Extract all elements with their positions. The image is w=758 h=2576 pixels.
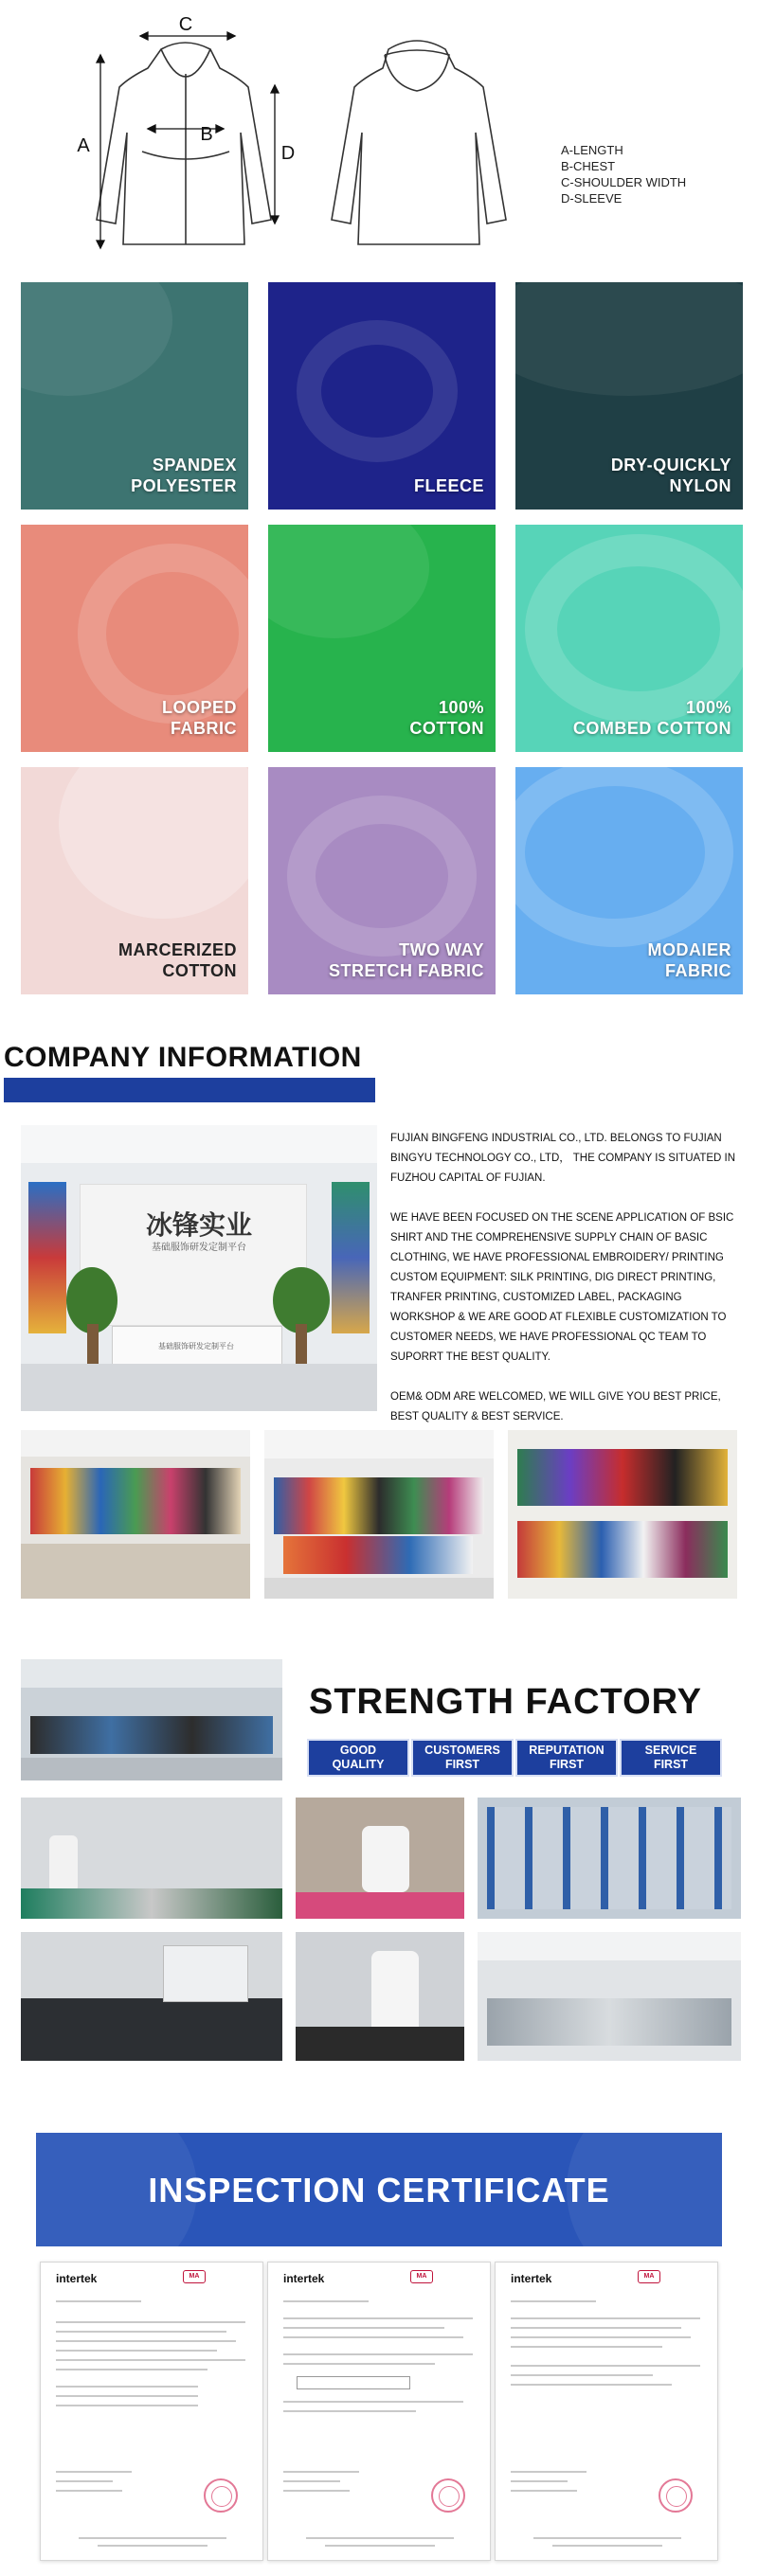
fabric-grid: [21, 282, 743, 994]
intertek-logo: intertek: [56, 2272, 98, 2285]
approval-seal-icon: [204, 2478, 238, 2513]
fabric-combed-cotton[interactable]: [515, 525, 743, 752]
certificate-document[interactable]: [267, 2262, 491, 2561]
fabric-looped-fabric[interactable]: [21, 525, 248, 752]
front-hoodie-outline: [97, 43, 271, 244]
factory-photo: [296, 1932, 464, 2061]
store-photo: [21, 1430, 250, 1599]
fabric-label: SPANDEX POLYESTER: [131, 456, 237, 495]
store-photo: [508, 1430, 737, 1599]
approval-seal-icon: [659, 2478, 693, 2513]
fabric-label: MARCERIZED COTTON: [118, 940, 237, 980]
fabric-label: TWO WAY STRETCH FABRIC: [329, 940, 484, 980]
inspection-title: INSPECTION CERTIFICATE: [148, 2171, 610, 2209]
factory-photo: [21, 1932, 282, 2061]
legend-shoulder-width: C-SHOULDER WIDTH: [561, 175, 687, 189]
fabric-cotton[interactable]: [268, 525, 496, 752]
showroom-sign-sub: 基础服饰研发定制平台: [152, 1243, 246, 1253]
fabric-label: DRY-QUICKLY NYLON: [610, 456, 731, 495]
certificate-document[interactable]: [495, 2262, 718, 2561]
reception-sign: 基础服饰研发定制平台: [158, 1342, 234, 1351]
cma-stamp-icon: MA: [410, 2270, 433, 2283]
fabric-label: MODAIER FABRIC: [647, 940, 731, 980]
feature-reputation-first: REPUTATION FIRST: [515, 1739, 618, 1777]
fabric-fleece[interactable]: [268, 282, 496, 510]
feature-customers-first: CUSTOMERS FIRST: [411, 1739, 514, 1777]
fabric-label: LOOPED FABRIC: [161, 698, 237, 738]
legend-chest: B-CHEST: [561, 159, 616, 173]
fabric-marcerized-cotton[interactable]: [21, 767, 248, 994]
fabric-dry-quickly-nylon[interactable]: [515, 282, 743, 510]
company-paragraph: OEM& ODM ARE WELCOMED, WE WILL GIVE YOU BEST PRICE, BEST QUALITY & BEST SERVICE.: [390, 1391, 721, 1422]
marker-d: D: [280, 143, 296, 164]
fabric-spandex-polyester[interactable]: [21, 282, 248, 510]
legend-sleeve: D-SLEEVE: [561, 191, 623, 206]
fabric-label: 100% COMBED COTTON: [572, 698, 731, 738]
cma-stamp-icon: MA: [638, 2270, 660, 2283]
fabric-label: 100% COTTON: [409, 698, 484, 738]
feature-good-quality: GOOD QUALITY: [307, 1739, 409, 1777]
factory-photo: [478, 1798, 741, 1919]
fabric-modaier[interactable]: [515, 767, 743, 994]
marker-c: C: [178, 14, 193, 35]
certificate-document[interactable]: [40, 2262, 263, 2561]
hoodie-diagram: [0, 0, 758, 265]
company-title: COMPANY INFORMATION: [4, 1042, 362, 1073]
feature-service-first: SERVICE FIRST: [620, 1739, 722, 1777]
size-chart: [0, 0, 758, 265]
legend-length: A-LENGTH: [561, 143, 623, 157]
factory-photo: [296, 1798, 464, 1919]
intertek-logo: intertek: [511, 2272, 552, 2285]
approval-seal-icon: [431, 2478, 465, 2513]
factory-photo: [21, 1798, 282, 1919]
marker-b: B: [200, 124, 213, 145]
cma-stamp-icon: MA: [183, 2270, 206, 2283]
back-hoodie-outline: [332, 41, 506, 244]
company-paragraph: WE HAVE BEEN FOCUSED ON THE SCENE APPLICATION OF BSIC SHIRT AND THE COMPREHENSIVE SUPPLY CHAIN OF BASIC CLOTHING, WE HAVE PROFESSIONAL EMBROIDERY/ PRINTING CUSTOM EQUIPMENT: SILK PRINTING, DIG DIRECT PRINTING, TRANFER PRINTING, CUSTOMIZED LABEL, PACKAGING WORKSHOP & WE ARE GOOD AT FLEXIBLE CUSTOMIZATION TO CUSTOMER NEEDS, WE HAVE PROFESSIONAL QC TEAM TO SUPORRT THE BEST QUALITY.: [390, 1212, 734, 1363]
showroom-photo: [21, 1125, 377, 1411]
company-description: [390, 1129, 743, 1447]
company-title-bar: [4, 1078, 375, 1102]
marker-a: A: [77, 135, 90, 156]
fabric-label: FLEECE: [413, 476, 484, 495]
intertek-logo: intertek: [283, 2272, 325, 2285]
inspection-banner: [36, 2133, 722, 2246]
factory-title: STRENGTH FACTORY: [309, 1682, 703, 1722]
showroom-sign: 冰锋实业: [145, 1209, 252, 1241]
factory-photo: [21, 1659, 282, 1780]
factory-photo: [478, 1932, 741, 2061]
company-paragraph: FUJIAN BINGFENG INDUSTRIAL CO., LTD. BELONGS TO FUJIAN BINGYU TECHNOLOGY CO., LTD， THE COMPANY IS SITUATED IN FUZHOU CAPITAL OF FUJIAN.: [390, 1133, 736, 1184]
fabric-two-way-stretch[interactable]: [268, 767, 496, 994]
size-legend: [561, 142, 686, 206]
store-photo: [264, 1430, 494, 1599]
